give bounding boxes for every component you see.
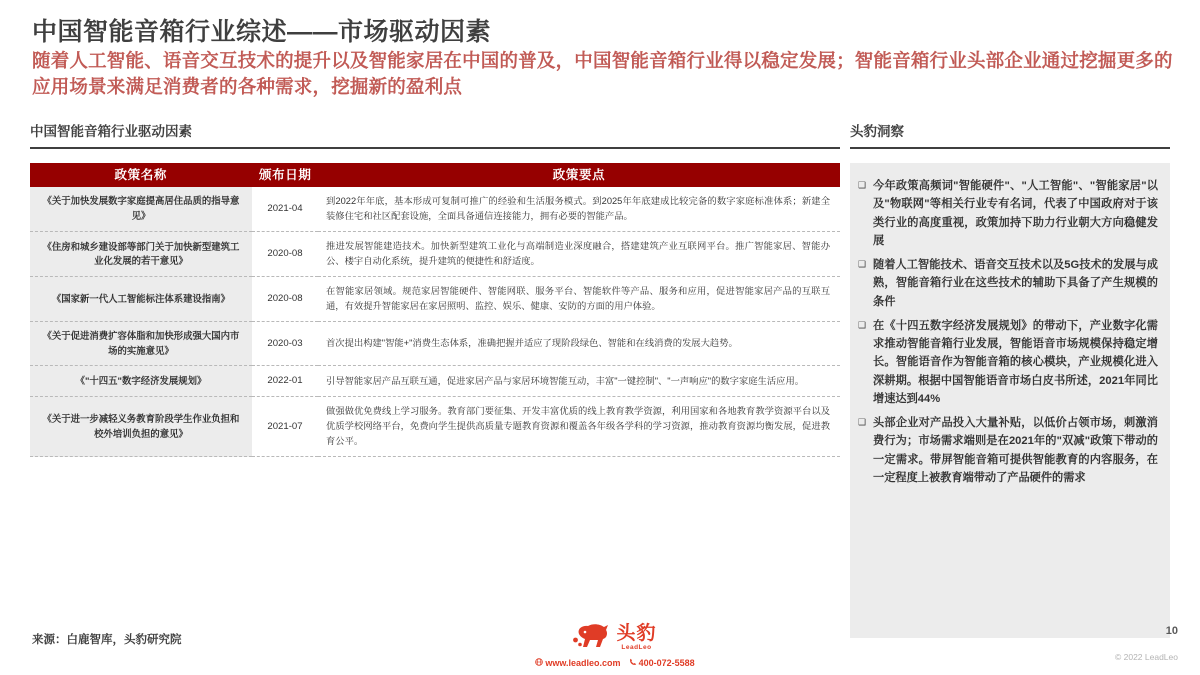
- cell-issue-date: 2021-07: [252, 396, 318, 456]
- website-text: www.leadleo.com: [545, 658, 621, 668]
- insight-item: [858, 256, 1158, 311]
- cell-policy-points: 做强做优免费线上学习服务。教育部门要征集、开发丰富优质的线上教育教学资源，利用国家和各地教育教学资源平台以及优质学校网络平台，免费向学生提供高质量专题教育资源和覆盖各年级各学科的学习资源，推动教育资源均衡发展，促进教育公平。: [318, 396, 840, 456]
- table-row: [30, 322, 840, 366]
- table-header-row: [30, 163, 840, 187]
- brand-name-en: LeadLeo: [621, 643, 652, 651]
- cell-policy-name: 《关于进一步减轻义务教育阶段学生作业负担和校外培训负担的意见》: [30, 396, 252, 456]
- cell-issue-date: 2020-08: [252, 277, 318, 322]
- phone-text: 400-072-5588: [638, 658, 695, 668]
- insight-text: 在《十四五数字经济发展规划》的带动下，产业数字化需求推动智能音箱行业发展，智能语音市场规模保持稳定增长。智能语音作为智能音箱的核心模块，产业规模化进入深耕期。根据中国智能语音市场白皮书所述，2021年同比增速达到44%: [873, 319, 1158, 405]
- insight-list: [850, 163, 1170, 638]
- right-panel-heading: 头豹洞察: [850, 124, 904, 139]
- brand-names: [616, 624, 656, 652]
- column-header-policy-points: 政策要点: [318, 163, 840, 187]
- cell-issue-date: 2020-08: [252, 232, 318, 277]
- leopard-logo-icon: [573, 620, 611, 655]
- cell-policy-name: 《"十四五"数字经济发展规划》: [30, 366, 252, 397]
- cell-policy-name: 《国家新一代人工智能标注体系建设指南》: [30, 277, 252, 322]
- page-number: 10: [1165, 625, 1178, 637]
- globe-icon: [535, 658, 543, 668]
- copyright-note: © 2022 LeadLeo: [1115, 652, 1178, 662]
- insight-text: 头部企业对产品投入大量补贴，以低价占领市场，刺激消费行为；市场需求端则是在2021年的"双减"政策下带动的一定需求。带屏智能音箱可提供智能教育的内容服务，在一定程度上被教育端带动了产品硬件的需求: [873, 417, 1158, 484]
- cell-issue-date: 2020-03: [252, 322, 318, 366]
- page-title: 中国智能音箱行业综述——市场驱动因素: [32, 18, 492, 46]
- cell-issue-date: 2021-04: [252, 187, 318, 232]
- insight-item: [858, 414, 1158, 487]
- policy-table-panel: [30, 120, 840, 457]
- square-bullet-icon: ❑: [858, 417, 867, 427]
- source-note: 来源：白鹿智库，头豹研究院: [32, 634, 182, 646]
- cell-policy-name: 《关于加快发展数字家庭提高居住品质的指导意见》: [30, 187, 252, 232]
- right-panel-divider: [850, 147, 1170, 149]
- left-panel-divider: [30, 147, 840, 149]
- phone-icon: [629, 658, 637, 668]
- insight-item: [858, 317, 1158, 408]
- column-header-policy-name: 政策名称: [30, 163, 252, 187]
- table-body: [30, 187, 840, 457]
- table-row: [30, 396, 840, 456]
- insight-text: 今年政策高频词"智能硬件"、"人工智能"、"智能家居"以及"物联网"等相关行业专有名词，代表了中国政府对于该类行业的高度重视，政策加持下助力行业朝大方向稳健发展: [873, 180, 1158, 247]
- table-row: [30, 187, 840, 232]
- contact-row: [500, 658, 730, 668]
- cell-policy-name: 《住房和城乡建设部等部门关于加快新型建筑工业化发展的若干意见》: [30, 232, 252, 277]
- left-panel-heading: 中国智能音箱行业驱动因素: [30, 124, 192, 139]
- policy-table: [30, 163, 840, 457]
- table-header: [30, 163, 840, 187]
- page-subtitle: 随着人工智能、语音交互技术的提升以及智能家居在中国的普及，中国智能音箱行业得以稳定发展；智能音箱行业头部企业通过挖掘更多的应用场景来满足消费者的各种需求，挖掘新的盈利点: [32, 50, 1173, 98]
- slide-footer: [0, 620, 1200, 675]
- cell-policy-points: 到2022年年底，基本形成可复制可推广的经验和生活服务模式。到2025年年底建成比较完备的数字家庭标准体系；新建全装修住宅和社区配套设施，全面具备通信连接能力，拥有必要的智能产品。: [318, 187, 840, 232]
- table-row: [30, 277, 840, 322]
- insight-panel: [850, 120, 1170, 638]
- cell-policy-points: 推进发展智能建造技术。加快新型建筑工业化与高端制造业深度融合，搭建建筑产业互联网平台。推广智能家居、智能办公、楼宇自动化系统，提升建筑的便捷性和舒适度。: [318, 232, 840, 277]
- table-row: [30, 232, 840, 277]
- brand-name-cn: 头豹: [616, 622, 657, 644]
- square-bullet-icon: ❑: [858, 180, 867, 190]
- cell-policy-points: 在智能家居领域。规范家居智能硬件、智能网联、服务平台、智能软件等产品、服务和应用，促进智能家居产品的互联互通，有效提升智能家居在家居照明、监控、娱乐、健康、安防的方面的用户体验。: [318, 277, 840, 322]
- insight-item: [858, 177, 1158, 250]
- insight-text: 随着人工智能技术、语音交互技术以及5G技术的发展与成熟，智能音箱行业在这些技术的辅助下具备了产生规模的条件: [873, 259, 1158, 308]
- table-row: [30, 366, 840, 397]
- website-chunk[interactable]: [535, 658, 620, 668]
- cell-policy-points: 首次提出构建"智能+"消费生态体系，准确把握并适应了现阶段绿色、智能和在线消费的发展大趋势。: [318, 322, 840, 366]
- cell-policy-points: 引导智能家居产品互联互通，促进家居产品与家居环境智能互动，丰富"一键控制"、"一声响应"的数字家庭生活应用。: [318, 366, 840, 397]
- square-bullet-icon: ❑: [858, 319, 867, 330]
- phone-chunk[interactable]: [629, 658, 695, 668]
- cell-issue-date: 2022-01: [252, 366, 318, 397]
- brand-row: [500, 620, 730, 655]
- brand-block: [500, 620, 730, 668]
- cell-policy-name: 《关于促进消费扩容体脂和加快形成强大国内市场的实施意见》: [30, 322, 252, 366]
- column-header-issue-date: 颁布日期: [252, 163, 318, 187]
- square-bullet-icon: ❑: [858, 259, 867, 269]
